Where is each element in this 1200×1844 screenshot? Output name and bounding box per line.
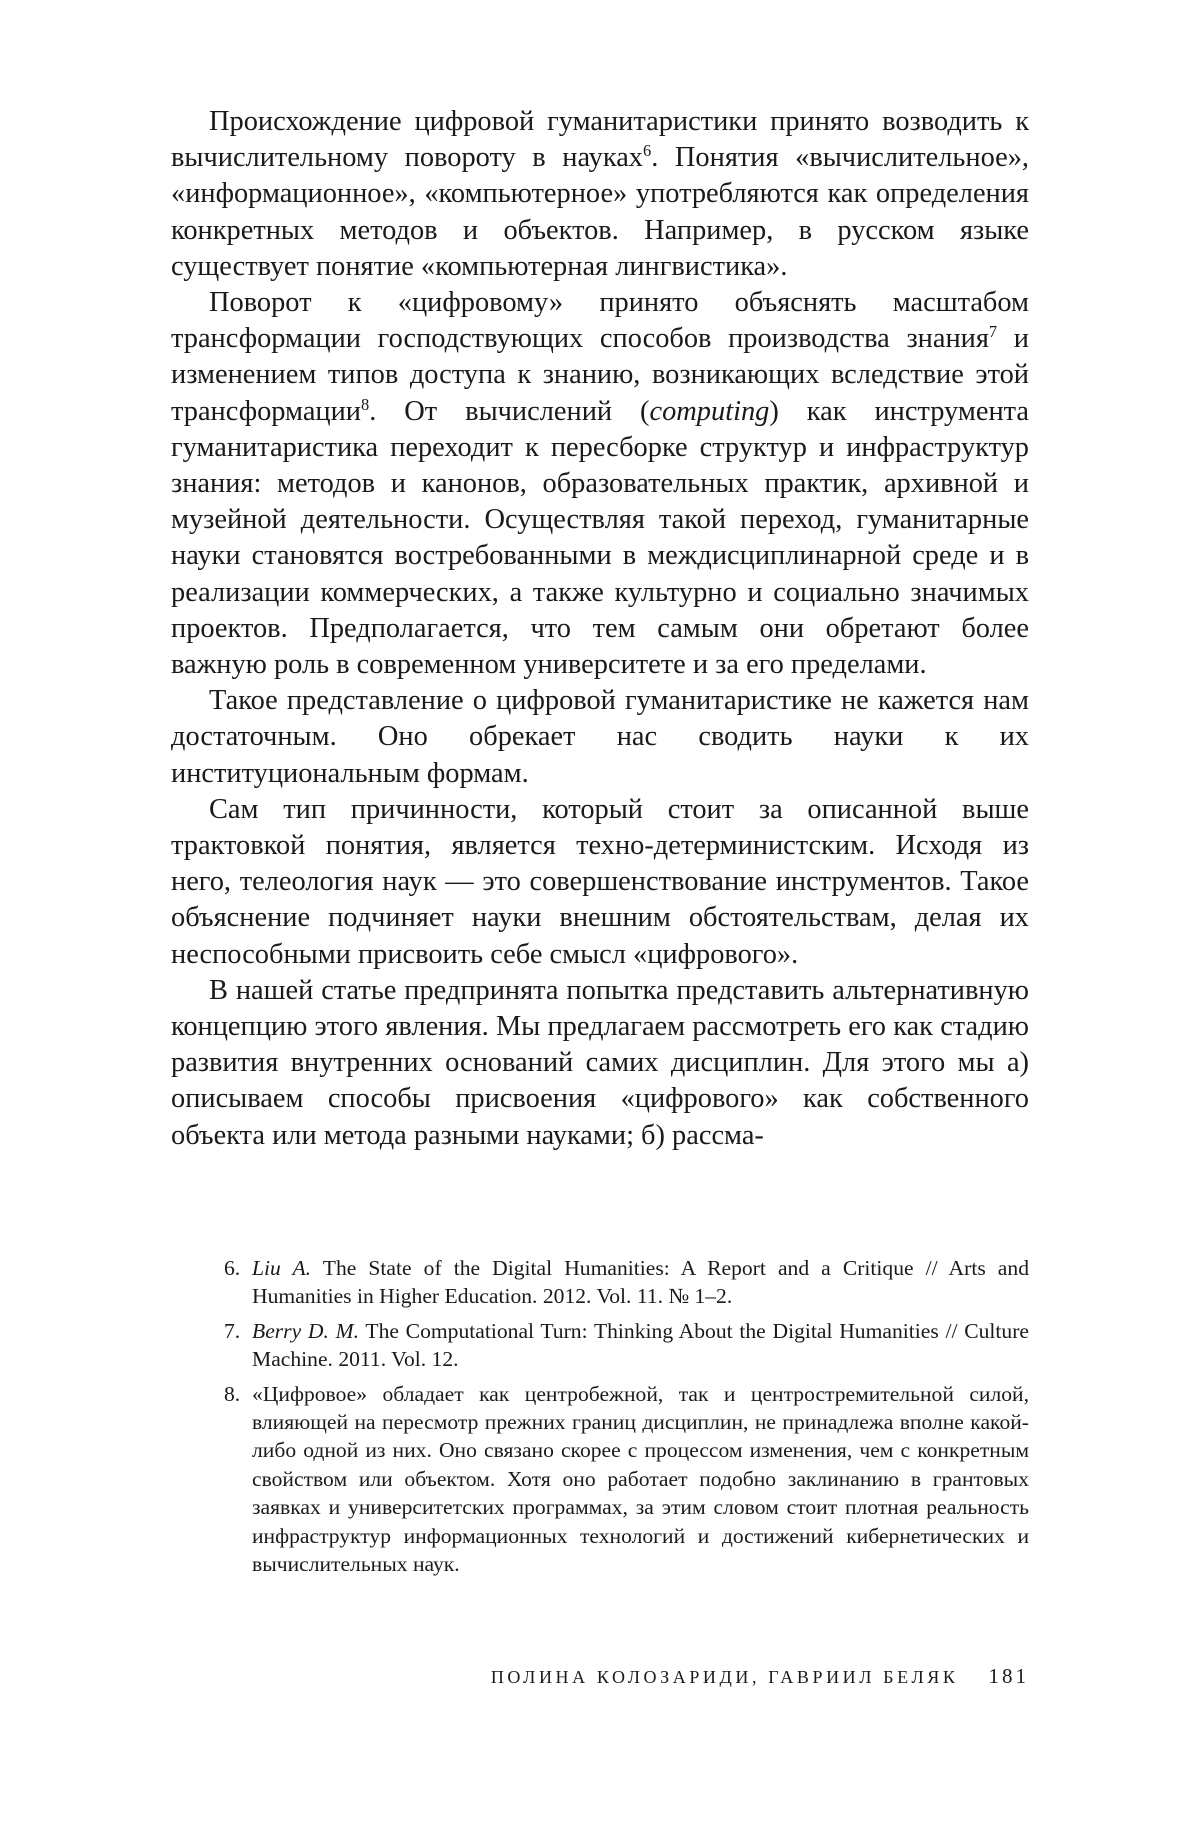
running-footer <box>171 1664 1029 1689</box>
footnote-ref-8[interactable]: 8 <box>361 394 370 414</box>
paragraph-2-text-b: и изменением типов доступа к знанию, возникающих вследствие этой трансформации <box>171 323 1030 427</box>
paragraph-2-text-d: ) как инструмента гуманитаристика переходит к пересборке структур и инфраструктур знания: методов и канонов, образовательных практик, архивной и музейной деятельности. Осуществляя такой переход, гуманитарные науки становятся востребованными в междисциплинарной среде и в реализации коммерческих, а также культурно и социально значимых проектов. Предполагается, что тем самым они обретают более важную роль в современном университете и за его пределами. <box>171 395 1029 681</box>
paragraph-4: Сам тип причинности, который стоит за описанной выше трактовкой понятия, является техно-детерминистским. Исходя из него, телеология наук — это совершенствование инструментов. Такое объяснение подчиняет науки внешним обстоятельствам, делая их неспособными присвоить себе смысл «цифрового». <box>171 793 1029 970</box>
paragraph-2-text-a: Поворот к «цифровому» принято объяснять масштабом трансформации господствующих способов производства знания <box>171 287 1029 355</box>
footnote-author: Berry D. M. <box>252 1318 360 1343</box>
footnote-text: «Цифровое» обладает как центробежной, так и центростремительной силой, влияющей на пересмотр прежних границ дисциплин, не принадлежа вполне какой-либо одной из них. Оно связано скорее с процессом изменения, чем с конкретным свойством или объектом. Хотя оно работает подобно заклинанию в грантовых заявках и университетских программах, за этим словом стоит плотная реальность инфраструктур информационных технологий и достижений кибернетических и вычислительных наук. <box>252 1381 1029 1577</box>
running-footer-authors: ПОЛИНА КОЛОЗАРИДИ, ГАВРИИЛ БЕЛЯК <box>490 1667 959 1687</box>
footnote-8 <box>171 1380 1029 1579</box>
footnote-ref-6[interactable]: 6 <box>643 141 652 160</box>
paragraph-3: Такое представление о цифровой гуманитаристике не кажется нам достаточным. Оно обрекает нас сводить науки к их институциональным формам. <box>171 685 1029 789</box>
footnote-number: 6. <box>224 1256 241 1280</box>
paragraph-1-text-b: . Понятия «вычислительное», «информационное», «компьютерное» употребляются как определения конкретных методов и объектов. Например, в русском языке существует понятие «компьютерная лингвистика». <box>171 142 1029 282</box>
page-number: 181 <box>988 1664 1029 1688</box>
footnotes <box>171 1254 1029 1584</box>
footnote-text: The State of the Digital Humanities: A Report and a Critique // Arts and Humanities in Higher Education. 2012. Vol. 11. № 1–2. <box>252 1256 1029 1309</box>
footnote-text: The Computational Turn: Thinking About the Digital Humanities // Culture Machine. 2011. Vol. 12. <box>252 1318 1029 1372</box>
footnote-ref-7[interactable]: 7 <box>988 322 998 342</box>
book-page <box>171 104 1030 1688</box>
footnote-number: 8. <box>224 1381 241 1406</box>
footnote-number: 7. <box>224 1318 241 1343</box>
paragraph-5: В нашей статье предпринята попытка представить альтернативную концепцию этого явления. Мы предлагаем рассмотреть его как стадию развития внутренних оснований самих дисциплин. Для этого мы а) описываем способы присвоения «цифрового» как собственного объекта или метода разными науками; б) рассма- <box>171 974 1029 1151</box>
footnote-7 <box>171 1317 1029 1374</box>
paragraph-2-italic-term: computing <box>649 395 770 427</box>
footnote-author: Liu A. <box>252 1256 312 1280</box>
paragraph-2 <box>171 285 1029 683</box>
paragraph-2-text-c: . От вычислений ( <box>369 395 650 427</box>
paragraph-1-text-a: Происхождение цифровой гуманитаристики принято возводить к вычислительному повороту в науках <box>171 106 1029 174</box>
main-text <box>171 104 1029 1154</box>
footnote-6 <box>171 1254 1029 1311</box>
paragraph-1 <box>171 104 1029 285</box>
